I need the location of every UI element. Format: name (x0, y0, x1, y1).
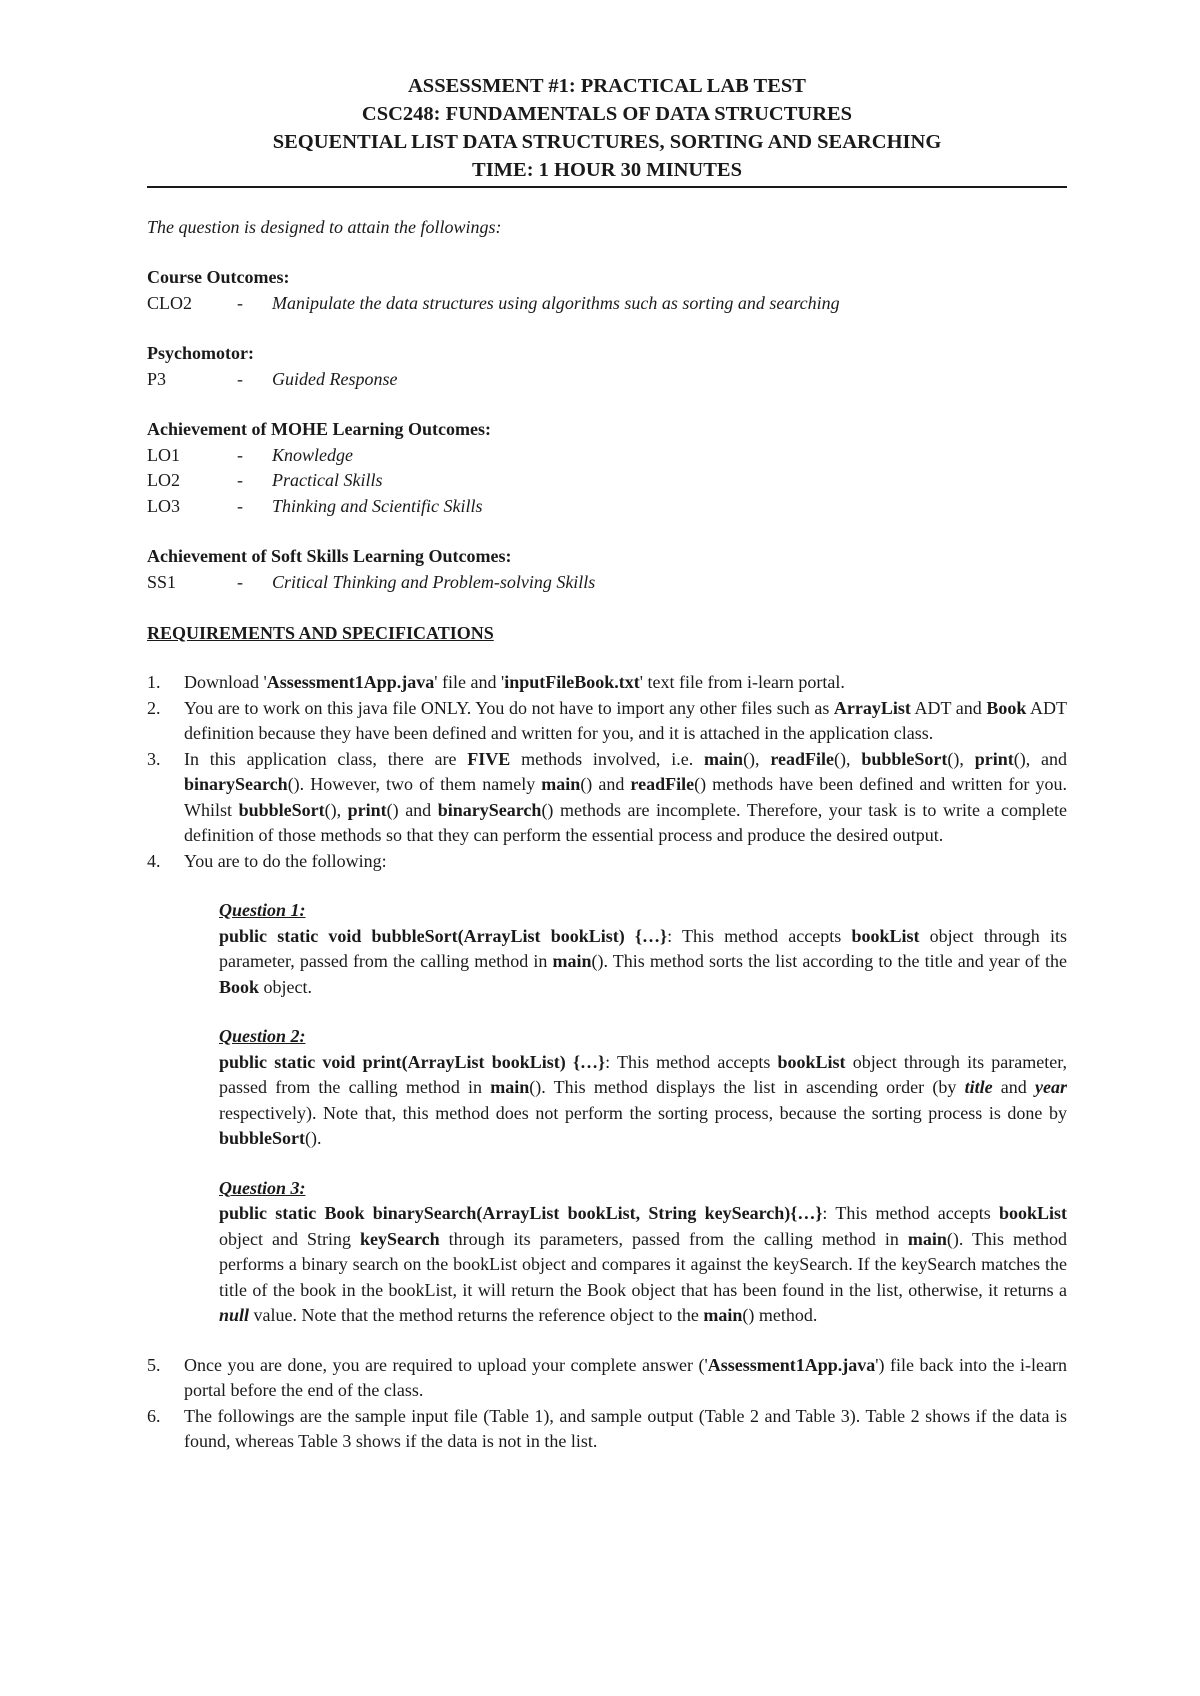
bold-term: binarySearch (184, 774, 288, 794)
bold-term: bubbleSort (861, 748, 948, 769)
item-number: 1. (147, 672, 161, 692)
text-run: () method. (742, 1305, 818, 1325)
outcome-dash: - (237, 444, 243, 465)
outcome-row-lo2 (147, 468, 1067, 494)
outcome-description: Knowledge (272, 444, 353, 465)
bold-term: main (704, 748, 744, 769)
bold-term: Book (986, 697, 1027, 718)
outcome-description: Guided Response (272, 368, 398, 389)
outcome-description: Thinking and Scientific Skills (272, 495, 483, 516)
bold-term: print (974, 748, 1014, 769)
outcome-dash: - (237, 470, 243, 490)
bold-term: bubbleSort (219, 1128, 306, 1148)
spacer (147, 1341, 1067, 1353)
text-run: (). However, two of them namely (287, 774, 542, 794)
document-header (147, 72, 1067, 184)
item-number: 4. (147, 850, 161, 871)
outcome-row-p3 (147, 367, 1067, 393)
header-assessment-title: ASSESSMENT #1: PRACTICAL LAB TEST (408, 75, 806, 97)
item-text (184, 696, 1067, 747)
text-run: value. Note that the method returns the reference object to the (249, 1305, 704, 1325)
item-text: The followings are the sample input file (Table 1), and sample output (Table 2 and Table 3). Table 2 shows if the data is found, whereas Table 3 shows if the data is not in the list. (184, 1405, 1067, 1451)
text-run: : This method accepts (822, 1203, 999, 1223)
item-text (184, 747, 1067, 849)
soft-skills-section (147, 544, 1067, 595)
outcome-code: SS1 (147, 571, 177, 592)
bold-term: bookList (851, 925, 920, 946)
text-run: (), and (1013, 748, 1067, 769)
question-3-body (219, 1201, 1067, 1329)
bold-term: main (703, 1305, 743, 1325)
outcome-code: P3 (147, 368, 167, 389)
bold-term: main (541, 774, 581, 794)
input-file-name: inputFileBook.txt (504, 672, 640, 692)
course-outcomes-heading: Course Outcomes: (147, 267, 290, 287)
outcome-code: LO3 (147, 495, 180, 516)
mohe-outcomes-heading: Achievement of MOHE Learning Outcomes: (147, 419, 491, 439)
text-run: (), (834, 748, 862, 769)
text-run: (). This method performs a binary search on the bookList object and compares it against the keySearch. If the keySearch matches the title of the book in the bookList, it will return the Book object that has been found in the list, otherwise, it returns a (219, 1228, 1067, 1300)
bold-term: main (552, 951, 592, 971)
text-run: (). (305, 1128, 322, 1148)
text-run: () and (580, 774, 631, 794)
text-run: You are to work on this java file ONLY. You do not have to import any other files such as (184, 697, 834, 718)
bold-term: ArrayList (833, 697, 911, 718)
question-3-block (219, 1176, 1067, 1329)
bold-italic-term: null (219, 1305, 250, 1325)
outcome-row-clo2 (147, 291, 1067, 317)
course-outcomes-section (147, 265, 1067, 316)
method-signature: public static void bubbleSort(ArrayList bookList) {…} (219, 925, 668, 946)
item-text: You are to do the following: (184, 850, 387, 871)
bold-term: bookList (998, 1203, 1067, 1223)
question-1-body (219, 924, 1067, 1001)
text-run: ' text file from i-learn portal. (639, 672, 845, 692)
bold-term: readFile (630, 774, 695, 794)
text-run: object and String (219, 1228, 360, 1249)
text-run: Download ' (184, 672, 267, 692)
text-run: (), (743, 748, 771, 769)
intro-text: The question is designed to attain the followings: (147, 217, 502, 237)
requirement-item-6 (147, 1404, 1067, 1455)
outcome-code: CLO2 (147, 292, 192, 313)
bold-term: print (347, 799, 387, 820)
text-run: object through its parameter, passed from the calling method in (219, 925, 1067, 971)
bold-term: FIVE (467, 748, 511, 769)
text-run: : This method accepts (605, 1051, 778, 1072)
bold-term: Book (219, 976, 260, 997)
bold-italic-term: year (1035, 1077, 1067, 1097)
question-3-title: Question 3: (219, 1177, 306, 1198)
bold-term: main (907, 1228, 947, 1249)
text-run: and (992, 1077, 1036, 1097)
bold-term: binarySearch (437, 799, 542, 820)
outcome-row-ss1 (147, 570, 1067, 596)
outcome-dash: - (237, 495, 243, 516)
method-signature: public static Book binarySearch(ArrayList bookList, String keySearch){…} (219, 1203, 823, 1223)
document-page (147, 72, 1067, 1455)
bold-italic-term: title (964, 1077, 993, 1097)
header-course-title: CSC248: FUNDAMENTALS OF DATA STRUCTURES (361, 103, 853, 125)
requirement-item-1 (147, 670, 1067, 696)
outcome-description: Critical Thinking and Problem-solving Skills (272, 571, 596, 592)
psychomotor-section (147, 341, 1067, 392)
text-run: respectively). Note that, this method does not perform the sorting process, because the sorting process is done by (219, 1102, 1067, 1123)
outcome-description: Manipulate the data structures using algorithms such as sorting and searching (272, 292, 840, 313)
outcome-row-lo1 (147, 443, 1067, 469)
text-run: object through its parameter, passed from the calling method in (219, 1051, 1067, 1097)
item-number: 6. (147, 1405, 161, 1426)
question-1-block (219, 898, 1067, 1000)
spacer (147, 1329, 1067, 1341)
bold-term: bubbleSort (238, 799, 325, 820)
bold-term: main (490, 1077, 530, 1097)
question-2-block (219, 1024, 1067, 1152)
requirements-list (147, 670, 1067, 1455)
question-2-title: Question 2: (219, 1026, 306, 1046)
text-run: (). This method sorts the list according to the title and year of the (591, 951, 1067, 971)
text-run: () methods are incomplete. Therefore, your task is to write a complete definition of those methods so that they can perform the essential process and produce the desired output. (184, 799, 1067, 845)
java-file-name: Assessment1App.java (707, 1354, 876, 1375)
psychomotor-heading: Psychomotor: (147, 343, 254, 363)
text-run: () methods have been defined and written for you. Whilst (184, 774, 1067, 820)
text-run: (), (947, 748, 975, 769)
question-1-title: Question 1: (219, 900, 306, 920)
text-run: () and (386, 799, 438, 820)
bold-term: bookList (777, 1051, 846, 1072)
item-text (184, 670, 1067, 696)
bold-term: readFile (770, 748, 835, 769)
text-run: (). This method displays the list in ascending order (by (529, 1077, 965, 1097)
mohe-outcomes-section (147, 417, 1067, 519)
requirements-heading: REQUIREMENTS AND SPECIFICATIONS (147, 623, 494, 643)
outcome-description: Practical Skills (272, 470, 383, 490)
text-run: through its parameters, passed from the calling method in (439, 1228, 908, 1249)
item-number: 2. (147, 697, 161, 718)
requirement-item-5 (147, 1353, 1067, 1404)
item-number: 5. (147, 1354, 161, 1375)
text-run: ' file and ' (434, 672, 505, 692)
text-run: methods involved, i.e. (510, 748, 705, 769)
text-run: : This method accepts (667, 925, 852, 946)
outcome-dash: - (237, 571, 243, 592)
requirement-item-3 (147, 747, 1067, 849)
text-run: (), (324, 799, 348, 820)
soft-skills-heading: Achievement of Soft Skills Learning Outcomes: (147, 546, 512, 566)
bold-term: keySearch (359, 1228, 440, 1249)
text-run: ') file back into the i-learn portal before the end of the class. (184, 1354, 1067, 1400)
outcome-row-lo3 (147, 494, 1067, 520)
text-run: Once you are done, you are required to upload your complete answer (' (184, 1354, 708, 1375)
item-number: 3. (147, 748, 161, 769)
outcome-code: LO1 (147, 444, 180, 465)
header-topic-title: SEQUENTIAL LIST DATA STRUCTURES, SORTING AND SEARCHING (272, 131, 942, 153)
method-signature: public static void print(ArrayList bookList) {…} (219, 1051, 606, 1072)
requirement-item-2 (147, 696, 1067, 747)
outcome-dash: - (237, 292, 243, 313)
text-run: In this application class, there are (184, 748, 468, 769)
header-divider (147, 186, 1067, 188)
text-run: object. (259, 976, 313, 997)
outcome-code: LO2 (147, 470, 180, 490)
java-file-name: Assessment1App.java (266, 672, 435, 692)
header-time-limit: TIME: 1 HOUR 30 MINUTES (472, 159, 742, 181)
text-run: ADT definition because they have been defined and written for you, and it is attached in the application class. (184, 697, 1068, 743)
text-run: ADT and (910, 697, 987, 718)
requirement-item-4 (147, 849, 1067, 875)
outcome-dash: - (237, 368, 243, 389)
item-text (184, 1353, 1067, 1404)
question-2-body (219, 1050, 1067, 1152)
